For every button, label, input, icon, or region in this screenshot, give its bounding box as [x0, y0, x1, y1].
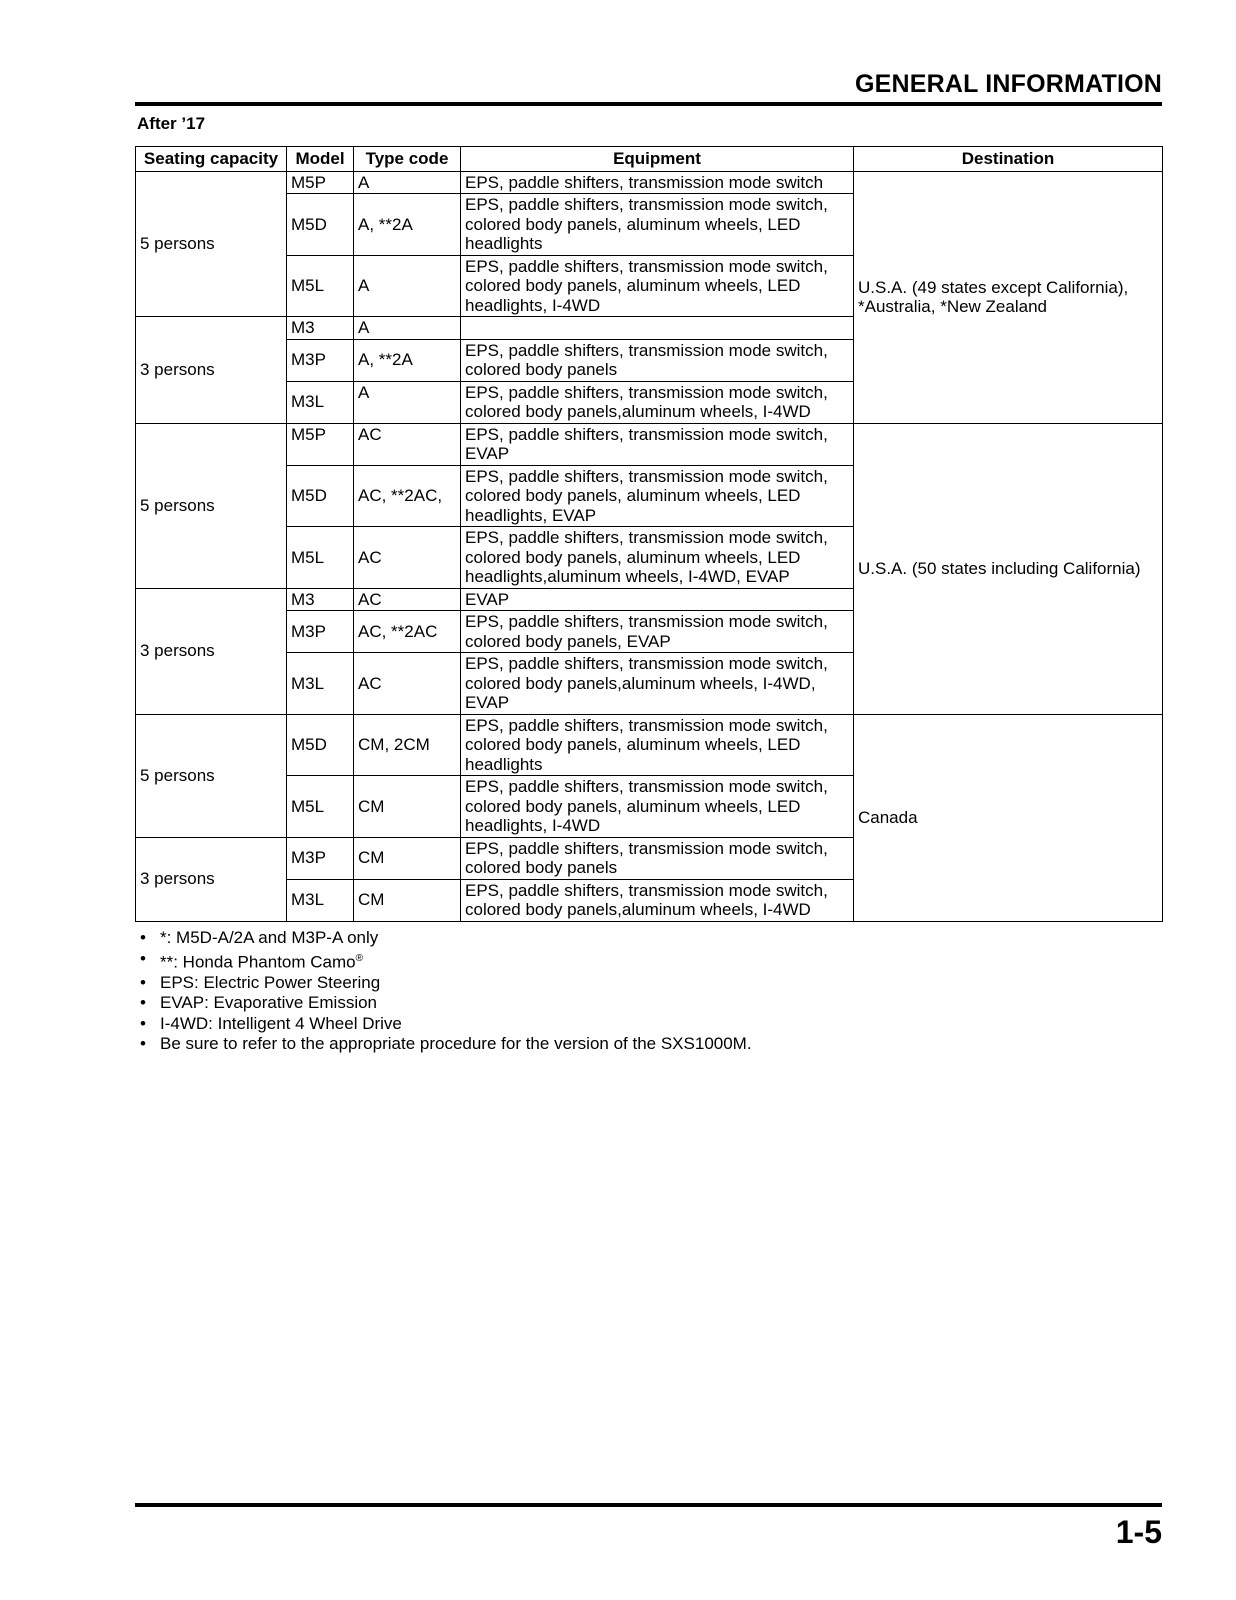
note-text: I-4WD: Intelligent 4 Wheel Drive	[160, 1013, 402, 1033]
type-code-cell: AC	[354, 588, 461, 611]
type-code-cell: CM	[354, 776, 461, 838]
list-item	[140, 993, 752, 1014]
header-destination: Destination	[854, 147, 1163, 172]
notes-list	[140, 928, 752, 1055]
note-text: *: M5D-A/2A and M3P-A only	[160, 928, 379, 947]
type-code-cell: CM	[354, 879, 461, 921]
model-cell: M5L	[287, 527, 354, 589]
model-cell: M5P	[287, 171, 354, 194]
model-cell: M5D	[287, 194, 354, 256]
note-text: Be sure to refer to the appropriate procedure for the version of the SXS1000M.	[160, 1034, 752, 1054]
equipment-cell: EPS, paddle shifters, transmission mode switch, colored body panels, aluminum wheels, LED headlights, EVAP	[461, 465, 854, 527]
type-code-cell: A	[354, 381, 461, 423]
note-text: EPS: Electric Power Steering	[160, 972, 381, 992]
list-item	[140, 973, 752, 994]
list-item	[140, 949, 752, 973]
seating-capacity-cell: 5 persons	[136, 171, 287, 317]
subtitle: After ’17	[137, 114, 206, 133]
table-row	[136, 423, 1163, 465]
type-code-cell: A	[354, 255, 461, 317]
type-code-cell: A, **2A	[354, 194, 461, 256]
model-cell: M3P	[287, 339, 354, 381]
model-cell: M3L	[287, 879, 354, 921]
equipment-cell: EPS, paddle shifters, transmission mode switch, colored body panels, aluminum wheels, LED headlights,aluminum wheels, I-4WD, EVAP	[461, 527, 854, 589]
header-seating-capacity: Seating capacity	[136, 147, 287, 172]
page-number: 1-5	[1115, 1514, 1162, 1550]
table-header-row	[136, 147, 1163, 172]
model-cell: M5D	[287, 714, 354, 776]
model-cell: M5D	[287, 465, 354, 527]
header-rule	[135, 102, 1162, 106]
footer-rule	[135, 1503, 1162, 1507]
note-text: **: Honda Phantom Camo	[160, 952, 356, 972]
destination-cell: U.S.A. (49 states except California), *Australia, *New Zealand	[854, 171, 1163, 423]
type-code-cell: A, **2A	[354, 339, 461, 381]
destination-cell: Canada	[854, 714, 1163, 921]
equipment-cell: EPS, paddle shifters, transmission mode switch, colored body panels, aluminum wheels, LED headlights	[461, 194, 854, 256]
type-code-cell: AC	[354, 423, 461, 465]
type-code-cell: A	[354, 171, 461, 194]
equipment-cell: EPS, paddle shifters, transmission mode switch	[461, 171, 854, 194]
equipment-cell	[461, 317, 854, 340]
model-cell: M3	[287, 588, 354, 611]
model-cell: M3P	[287, 611, 354, 653]
table-row	[136, 171, 1163, 194]
equipment-cell: EPS, paddle shifters, transmission mode switch, colored body panels, aluminum wheels, LED headlights, I-4WD	[461, 255, 854, 317]
model-cell: M3L	[287, 381, 354, 423]
model-cell: M5L	[287, 255, 354, 317]
equipment-cell: EPS, paddle shifters, transmission mode switch, colored body panels, aluminum wheels, LED headlights	[461, 714, 854, 776]
type-code-cell: CM, 2CM	[354, 714, 461, 776]
equipment-cell: EPS, paddle shifters, transmission mode switch, colored body panels,aluminum wheels, I-4WD	[461, 381, 854, 423]
equipment-cell: EPS, paddle shifters, transmission mode switch, colored body panels,aluminum wheels, I-4WD	[461, 879, 854, 921]
seating-capacity-cell: 5 persons	[136, 423, 287, 588]
model-cell: M5L	[287, 776, 354, 838]
type-code-cell: A	[354, 317, 461, 340]
seating-capacity-cell: 3 persons	[136, 317, 287, 424]
section-title: GENERAL INFORMATION	[854, 70, 1162, 98]
list-item	[140, 1014, 752, 1035]
model-cell: M3L	[287, 653, 354, 715]
model-cell: M3	[287, 317, 354, 340]
note-text: EVAP: Evaporative Emission	[160, 993, 377, 1013]
type-code-cell: AC	[354, 527, 461, 589]
list-item	[140, 928, 752, 949]
header-model: Model	[287, 147, 354, 172]
model-cell: M5P	[287, 423, 354, 465]
equipment-cell: EPS, paddle shifters, transmission mode switch, colored body panels	[461, 837, 854, 879]
equipment-cell: EPS, paddle shifters, transmission mode switch, colored body panels,aluminum wheels, I-4WD, EVAP	[461, 653, 854, 715]
type-code-cell: CM	[354, 837, 461, 879]
equipment-cell: EPS, paddle shifters, transmission mode switch, colored body panels	[461, 339, 854, 381]
destination-cell: U.S.A. (50 states including California)	[854, 423, 1163, 714]
registered-mark: ®	[355, 952, 363, 964]
equipment-cell: EPS, paddle shifters, transmission mode switch, colored body panels, aluminum wheels, LED headlights, I-4WD	[461, 776, 854, 838]
seating-capacity-cell: 5 persons	[136, 714, 287, 837]
table-row	[136, 714, 1163, 776]
equipment-cell: EPS, paddle shifters, transmission mode switch, EVAP	[461, 423, 854, 465]
list-item	[140, 1034, 752, 1055]
equipment-cell: EVAP	[461, 588, 854, 611]
seating-capacity-cell: 3 persons	[136, 837, 287, 921]
type-code-cell: AC, **2AC,	[354, 465, 461, 527]
header-type-code: Type code	[354, 147, 461, 172]
model-cell: M3P	[287, 837, 354, 879]
type-code-cell: AC, **2AC	[354, 611, 461, 653]
type-code-cell: AC	[354, 653, 461, 715]
equipment-cell: EPS, paddle shifters, transmission mode switch, colored body panels, EVAP	[461, 611, 854, 653]
seating-capacity-cell: 3 persons	[136, 588, 287, 714]
model-spec-table	[135, 146, 1163, 922]
header-equipment: Equipment	[461, 147, 854, 172]
